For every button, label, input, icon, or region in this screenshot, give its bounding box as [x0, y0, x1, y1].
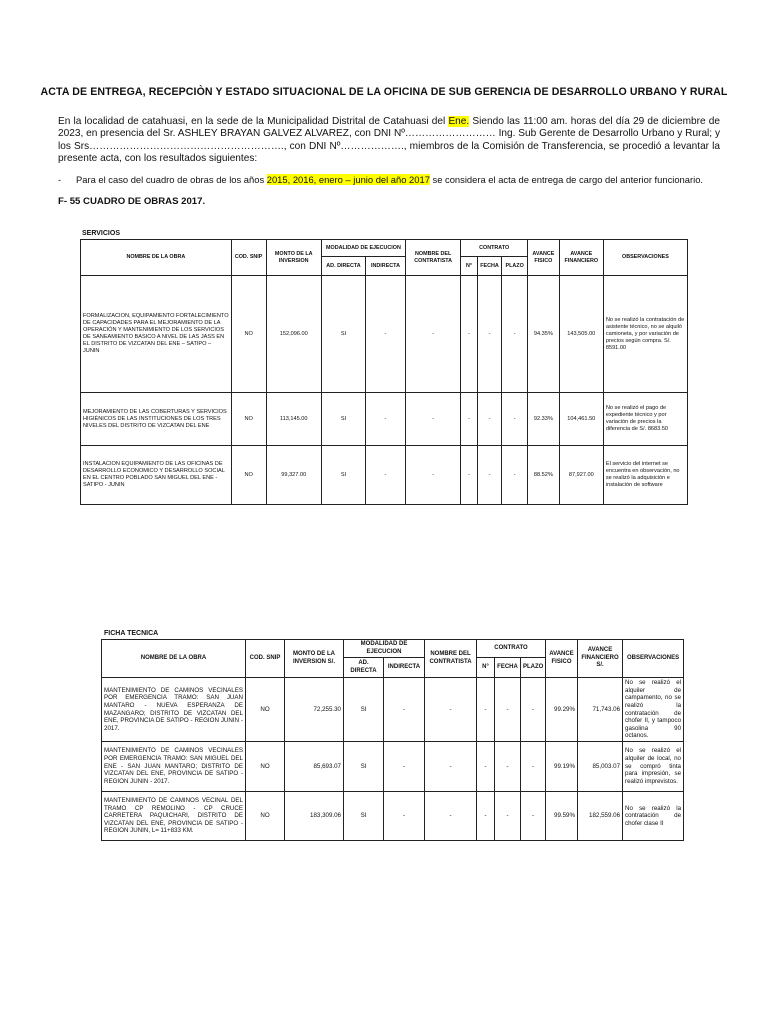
cell-snip: NO — [246, 678, 285, 742]
table-row — [81, 446, 688, 505]
ficha-label: FICHA TECNICA — [104, 630, 159, 637]
cell-observaciones: No se realizó el pago de expediente técnico y por variación de precios la diferencia de S/. 8683.50 — [603, 393, 687, 446]
header-ad-directa: AD. DIRECTA — [321, 257, 365, 276]
header-monto: MONTO DE LA INVERSION S/. — [285, 640, 344, 678]
note-line — [58, 174, 738, 185]
header-snip: COD. SNIP — [231, 240, 266, 276]
cell-avance-financiero: 104,461.50 — [559, 393, 603, 446]
cell-avance-financiero: 143,505.00 — [559, 276, 603, 393]
header-indirecta: INDIRECTA — [384, 658, 425, 678]
intro-paragraph — [58, 116, 720, 166]
header-nombre: NOMBRE DE LA OBRA — [81, 240, 232, 276]
header-avance-financiero: AVANCE FINANCIERO S/. — [578, 640, 623, 678]
cell-observaciones: No se realizó el alquiler de local, no se compró tinta para impresión, se realizó imprevistos. — [623, 741, 684, 791]
cell-numero: - — [477, 791, 495, 840]
cell-monto: 183,309.06 — [285, 791, 344, 840]
header-fecha: FECHA — [477, 257, 502, 276]
header-avance-financiero: AVANCE FINANCIERO — [559, 240, 603, 276]
intro-highlight: Ene. — [448, 116, 470, 127]
cell-fecha: - — [495, 741, 521, 791]
cell-ad-directa: SI — [321, 393, 365, 446]
cell-plazo: - — [502, 276, 528, 393]
cell-ad-directa: SI — [321, 276, 365, 393]
header-numero: N° — [461, 257, 477, 276]
cell-avance-financiero: 71,743.06 — [578, 678, 623, 742]
table-row — [81, 393, 688, 446]
cell-avance-fisico: 99.59% — [546, 791, 578, 840]
cell-indirecta: - — [384, 791, 425, 840]
cell-observaciones: No se realizó la contratación de asistente técnico, no se alquiló camioneta, y por variación de precios según compra. S/. 8591.00 — [603, 276, 687, 393]
cell-contratista: - — [425, 791, 477, 840]
intro-text-1: En la localidad de catahuasi, en la sede de la Municipalidad Distrital de Catahuasi del — [58, 116, 449, 127]
header-modalidad: MODALIDAD DE EJECUCION — [321, 240, 405, 257]
cell-indirecta: - — [366, 446, 406, 505]
cell-avance-fisico: 99.19% — [546, 741, 578, 791]
cell-ad-directa: SI — [344, 791, 384, 840]
cell-monto: 99,327.00 — [266, 446, 321, 505]
cell-nombre: FORMALIZACION, EQUIPAMIENTO FORTALECIMIENTO DE CAPACIDADES PARA EL MEJORAMIENTO DE LA OPERACIÓN Y MANTENIMIENTO DE LOS SERVICIOS DE SANEAMIENTO BASICO A NIVEL DE LAS JASS EN EL DISTRITO DE VIZCATAN DEL ENE – SATIPO – JUNIN — [81, 276, 232, 393]
table-row — [102, 678, 684, 742]
cell-fecha: - — [495, 678, 521, 742]
cell-fecha: - — [477, 276, 502, 393]
ficha-table — [101, 639, 684, 841]
cell-contratista: - — [405, 393, 460, 446]
header-plazo: PLAZO — [502, 257, 528, 276]
header-snip: COD. SNIP — [246, 640, 285, 678]
cell-contratista: - — [425, 741, 477, 791]
table-row — [102, 741, 684, 791]
cell-nombre: MANTENIMIENTO DE CAMINOS VECINALES POR EMERGENCIA TRAMO: SAN MIGUEL DEL ENE - SAN JUAN MANTARO; DISTRITO DE VIZCATAN DEL ENE, PROVINCIA DE SATIPO - REGION JUNIN - 2017. — [102, 741, 246, 791]
cell-monto: 85,693.07 — [285, 741, 344, 791]
table-row — [81, 276, 688, 393]
note-bullet: - — [58, 174, 62, 185]
cell-avance-fisico: 92.33% — [527, 393, 559, 446]
cell-fecha: - — [477, 446, 502, 505]
cell-plazo: - — [521, 678, 546, 742]
cell-observaciones: No se realizó la contratación de chofer clase II — [623, 791, 684, 840]
cell-numero: - — [477, 678, 495, 742]
cell-ad-directa: SI — [344, 678, 384, 742]
cell-numero: - — [477, 741, 495, 791]
cell-avance-fisico: 99.29% — [546, 678, 578, 742]
cell-nombre: INSTALACION EQUIPAMIENTO DE LAS OFICINAS DE DESARROLLO ECONOMICO Y DESARROLLO SOCIAL EN EL CENTRO POBLADO SAN MIGUEL DEL ENE - SATIPO - JUNIN — [81, 446, 232, 505]
cell-plazo: - — [502, 446, 528, 505]
cell-avance-fisico: 88.52% — [527, 446, 559, 505]
cell-fecha: - — [495, 791, 521, 840]
cell-fecha: - — [477, 393, 502, 446]
cell-numero: - — [461, 393, 477, 446]
cell-observaciones: No se realizó el alquiler de campamento, no se realizó la contratación de chofer II, y tampoco gasolina 90 octanos. — [623, 678, 684, 742]
cell-numero: - — [461, 276, 477, 393]
header-fecha: FECHA — [495, 658, 521, 678]
cell-plazo: - — [502, 393, 528, 446]
header-observaciones: OBSERVACIONES — [623, 640, 684, 678]
cell-avance-financiero: 182,559.06 — [578, 791, 623, 840]
cell-indirecta: - — [384, 678, 425, 742]
cell-nombre: MANTENIMIENTO DE CAMINOS VECINAL DEL TRAMO CP REMOLINO - CP CRUCE CARRETERA PAQUICHARI, DISTRITO DE VIZCATAN DEL ENE, PROVINCIA DE SATIPO - REGION JUNIN, L= 11+833 KM. — [102, 791, 246, 840]
cell-ad-directa: SI — [344, 741, 384, 791]
cell-plazo: - — [521, 791, 546, 840]
cell-contratista: - — [425, 678, 477, 742]
cell-snip: NO — [231, 446, 266, 505]
table-row — [102, 791, 684, 840]
header-monto: MONTO DE LA INVERSION — [266, 240, 321, 276]
header-nombre: NOMBRE DE LA OBRA — [102, 640, 246, 678]
header-plazo: PLAZO — [521, 658, 546, 678]
cell-nombre: MANTENIMIENTO DE CAMINOS VECINALES POR EMERGENCIA TRAMO: SAN JUAN MANTARO - NUEVA ESPERANZA DE MAZANGARO; DISTRITO DE VIZCATAN DEL ENE, PROVINCIA DE SATIPO - REGION JUNIN - 2017. — [102, 678, 246, 742]
cell-snip: NO — [231, 276, 266, 393]
cell-contratista: - — [405, 446, 460, 505]
header-contrato: CONTRATO — [477, 640, 546, 658]
cell-indirecta: - — [384, 741, 425, 791]
header-ad-directa: AD. DIRECTA — [344, 658, 384, 678]
header-numero: N° — [477, 658, 495, 678]
cell-avance-financiero: 87,927.00 — [559, 446, 603, 505]
header-avance-fisico: AVANCE FISICO — [546, 640, 578, 678]
header-contratista: NOMBRE DEL CONTRATISTA — [405, 240, 460, 276]
cell-snip: NO — [231, 393, 266, 446]
header-avance-fisico: AVANCE FISICO — [527, 240, 559, 276]
section-title: F- 55 CUADRO DE OBRAS 2017. — [58, 196, 206, 207]
document-title: ACTA DE ENTREGA, RECEPCIÒN Y ESTADO SITUACIONAL DE LA OFICINA DE SUB GERENCIA DE DESARROLLO URBANO Y RURAL — [40, 86, 728, 98]
cell-avance-fisico: 94.35% — [527, 276, 559, 393]
servicios-label: SERVICIOS — [82, 230, 120, 237]
cell-indirecta: - — [366, 393, 406, 446]
header-observaciones: OBSERVACIONES — [603, 240, 687, 276]
cell-plazo: - — [521, 741, 546, 791]
header-indirecta: INDIRECTA — [366, 257, 406, 276]
cell-monto: 72,255.30 — [285, 678, 344, 742]
note-text-1: Para el caso del cuadro de obras de los años — [76, 174, 267, 185]
cell-ad-directa: SI — [321, 446, 365, 505]
cell-contratista: - — [405, 276, 460, 393]
cell-monto: 152,096.00 — [266, 276, 321, 393]
cell-monto: 113,145.00 — [266, 393, 321, 446]
cell-numero: - — [461, 446, 477, 505]
servicios-table — [80, 239, 688, 505]
cell-indirecta: - — [366, 276, 406, 393]
intro-text-2: Siendo las 11:00 am. horas del día 29 de diciembre de 2023, en presencia del Sr. ASHLEY BRAYAN GALVEZ ALVAREZ, con DNI Nº……………………… Ing. Sub Gerente de Desarrollo Urbano y Rural; y los Srs…………………………………………………., con DNI Nº………………., miembros de la Comisión de Transferencia, se procedió a levantar la presente acta, con los resultados siguientes: — [58, 116, 720, 165]
header-contratista: NOMBRE DEL CONTRATISTA — [425, 640, 477, 678]
cell-snip: NO — [246, 741, 285, 791]
header-contrato: CONTRATO — [461, 240, 528, 257]
note-highlight: 2015, 2016, enero – junio del año 2017 — [266, 174, 430, 185]
cell-nombre: MEJORAMIENTO DE LAS COBERTURAS Y SERVICIOS HIGIÉNICOS DE LAS INSTITUCIONES DE LOS TRES NIVELES DEL DISTRITO DE VIZCATAN DEL ENE — [81, 393, 232, 446]
cell-avance-financiero: 85,003.07 — [578, 741, 623, 791]
cell-snip: NO — [246, 791, 285, 840]
header-modalidad: MODALIDAD DE EJECUCION — [344, 640, 425, 658]
cell-observaciones: El servicio del internet se encuentra en observación, no se realizó la adquisición e instalación de software — [603, 446, 687, 505]
note-text-2: se considera el acta de entrega de cargo del anterior funcionario. — [429, 174, 704, 185]
